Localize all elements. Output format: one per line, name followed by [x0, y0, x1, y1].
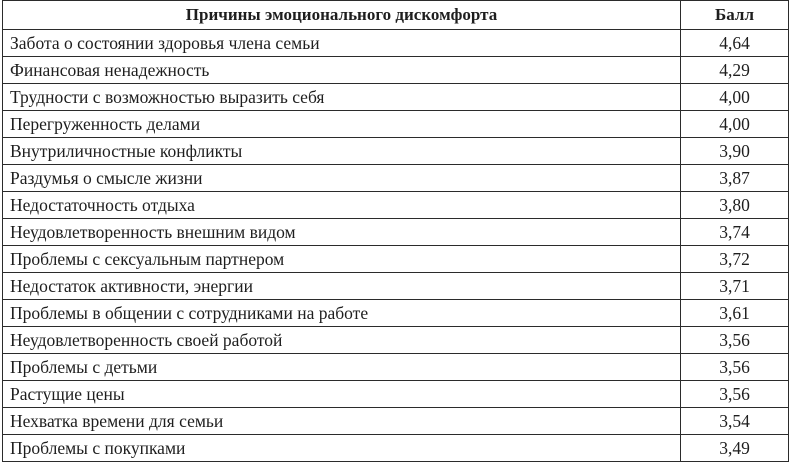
- reason-cell: Проблемы с сексуальным партнером: [3, 246, 681, 273]
- table-body: [3, 30, 789, 462]
- table-row: [3, 246, 789, 273]
- reason-cell: Недостаток активности, энергии: [3, 273, 681, 300]
- table-row: [3, 192, 789, 219]
- reason-cell: Недостаточность отдыха: [3, 192, 681, 219]
- discomfort-table-container: [2, 0, 788, 462]
- score-cell: 3,61: [681, 300, 789, 327]
- table-row: [3, 435, 789, 462]
- reason-cell: Неудовлетворенность своей работой: [3, 327, 681, 354]
- reason-cell: Растущие цены: [3, 381, 681, 408]
- reason-cell: Финансовая ненадежность: [3, 57, 681, 84]
- score-cell: 3,74: [681, 219, 789, 246]
- table-row: [3, 219, 789, 246]
- reason-cell: Забота о состоянии здоровья члена семьи: [3, 30, 681, 57]
- header-row: [3, 1, 789, 30]
- discomfort-table: [2, 0, 789, 462]
- score-cell: 4,00: [681, 84, 789, 111]
- score-cell: 4,00: [681, 111, 789, 138]
- header-reason: Причины эмоционального дискомфорта: [3, 1, 681, 30]
- score-cell: 3,54: [681, 408, 789, 435]
- table-row: [3, 165, 789, 192]
- score-cell: 3,56: [681, 381, 789, 408]
- score-cell: 4,29: [681, 57, 789, 84]
- table-row: [3, 273, 789, 300]
- score-cell: 4,64: [681, 30, 789, 57]
- reason-cell: Неудовлетворенность внешним видом: [3, 219, 681, 246]
- table-row: [3, 408, 789, 435]
- reason-cell: Проблемы с детьми: [3, 354, 681, 381]
- table-row: [3, 327, 789, 354]
- score-cell: 3,49: [681, 435, 789, 462]
- score-cell: 3,90: [681, 138, 789, 165]
- reason-cell: Перегруженность делами: [3, 111, 681, 138]
- table-row: [3, 138, 789, 165]
- reason-cell: Проблемы с покупками: [3, 435, 681, 462]
- score-cell: 3,71: [681, 273, 789, 300]
- score-cell: 3,87: [681, 165, 789, 192]
- table-row: [3, 354, 789, 381]
- table-header: [3, 1, 789, 30]
- header-score: Балл: [681, 1, 789, 30]
- table-row: [3, 381, 789, 408]
- reason-cell: Внутриличностные конфликты: [3, 138, 681, 165]
- table-row: [3, 30, 789, 57]
- score-cell: 3,72: [681, 246, 789, 273]
- table-row: [3, 300, 789, 327]
- score-cell: 3,56: [681, 354, 789, 381]
- score-cell: 3,80: [681, 192, 789, 219]
- table-row: [3, 84, 789, 111]
- table-row: [3, 57, 789, 84]
- reason-cell: Нехватка времени для семьи: [3, 408, 681, 435]
- score-cell: 3,56: [681, 327, 789, 354]
- table-row: [3, 111, 789, 138]
- reason-cell: Раздумья о смысле жизни: [3, 165, 681, 192]
- reason-cell: Трудности с возможностью выразить себя: [3, 84, 681, 111]
- reason-cell: Проблемы в общении с сотрудниками на работе: [3, 300, 681, 327]
